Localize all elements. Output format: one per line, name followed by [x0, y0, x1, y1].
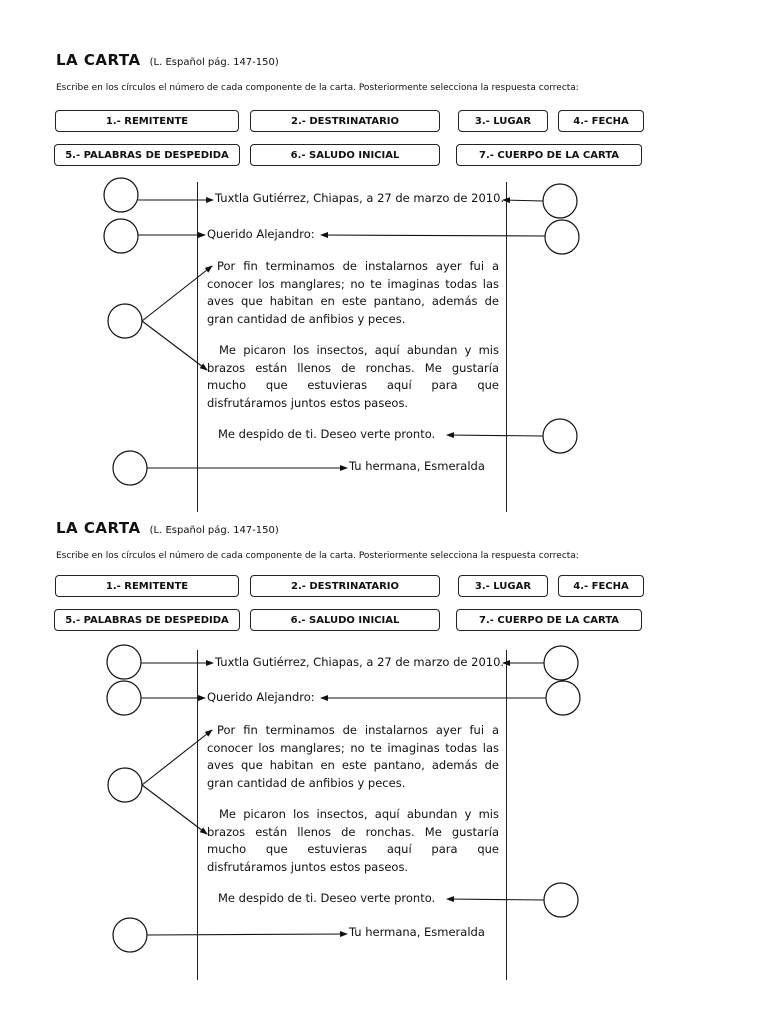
answer-circle-2[interactable]: [104, 219, 138, 253]
diagram-overlay: [0, 508, 768, 978]
label-saludo-inicial: 6.- SALUDO INICIAL: [250, 144, 440, 166]
answer-circle-1[interactable]: [107, 645, 141, 679]
arrow-line: [142, 266, 212, 321]
instructions: Escribe en los círculos el número de cada componente de la carta. Posteriormente selecciona la respuesta correcta:: [56, 83, 579, 93]
answer-circle-5[interactable]: [544, 646, 578, 680]
label-palabras-despedida: 5.- PALABRAS DE DESPEDIDA: [54, 609, 240, 631]
arrow-line: [142, 321, 207, 370]
letter-greeting: Querido Alejandro:: [207, 690, 315, 704]
answer-circle-3[interactable]: [108, 768, 142, 802]
label-saludo-inicial: 6.- SALUDO INICIAL: [250, 609, 440, 631]
letter-paragraph-2: Me picaron los insectos, aquí abundan y mis brazos están llenos de ronchas. Me gustaría mucho que estuvieras aquí para que disfrutáramos juntos estos paseos.: [207, 343, 499, 410]
letter-paragraph-2: Me picaron los insectos, aquí abundan y mis brazos están llenos de ronchas. Me gustaría mucho que estuvieras aquí para que disfrutáramos juntos estos paseos.: [207, 807, 499, 874]
answer-circle-2[interactable]: [107, 681, 141, 715]
title-subtitle: (L. Español pág. 147-150): [149, 57, 279, 68]
title-main: LA CARTA: [56, 519, 141, 537]
answer-circle-6[interactable]: [545, 220, 579, 254]
answer-circle-6[interactable]: [546, 681, 580, 715]
letter-paragraph-1: Por fin terminamos de instalarnos ayer fui a conocer los manglares; no te imaginas todas las aves que habitan en este pantano, además de gran cantidad de anfibios y peces.: [207, 723, 499, 790]
letter-signature: Tu hermana, Esmeralda: [349, 925, 485, 939]
diagram-overlay: [0, 40, 768, 510]
arrow-line: [142, 730, 212, 785]
arrow-line: [447, 435, 543, 436]
answer-circle-1[interactable]: [104, 178, 138, 212]
answer-circle-4[interactable]: [113, 451, 147, 485]
label-destinatario: 2.- DESTRINATARIO: [250, 575, 440, 597]
label-lugar: 3.- LUGAR: [458, 110, 548, 132]
letter-farewell: Me despido de ti. Deseo verte pronto.: [218, 891, 436, 905]
letter-farewell: Me despido de ti. Deseo verte pronto.: [218, 427, 436, 441]
answer-circle-7[interactable]: [544, 883, 578, 917]
label-fecha: 4.- FECHA: [558, 575, 644, 597]
letter-greeting: Querido Alejandro:: [207, 227, 315, 241]
worksheet-top: [0, 40, 768, 510]
label-fecha: 4.- FECHA: [558, 110, 644, 132]
arrow-line: [321, 235, 545, 236]
letter-place-date: Tuxtla Gutiérrez, Chiapas, a 27 de marzo de 2010.: [215, 191, 505, 205]
worksheet-bottom: [0, 508, 768, 978]
answer-circle-5[interactable]: [543, 184, 577, 218]
label-destinatario: 2.- DESTRINATARIO: [250, 110, 440, 132]
instructions: Escribe en los círculos el número de cada componente de la carta. Posteriormente selecciona la respuesta correcta:: [56, 551, 579, 561]
label-remitente: 1.- REMITENTE: [55, 575, 239, 597]
answer-circle-7[interactable]: [543, 419, 577, 453]
label-cuerpo-carta: 7.- CUERPO DE LA CARTA: [456, 144, 642, 166]
answer-circle-4[interactable]: [113, 918, 147, 952]
label-lugar: 3.- LUGAR: [458, 575, 548, 597]
arrow-line: [447, 899, 544, 900]
arrow-line: [147, 934, 347, 935]
title-main: LA CARTA: [56, 51, 141, 69]
arrow-line: [142, 785, 207, 834]
label-cuerpo-carta: 7.- CUERPO DE LA CARTA: [456, 609, 642, 631]
letter-place-date: Tuxtla Gutiérrez, Chiapas, a 27 de marzo de 2010.: [215, 655, 505, 669]
label-palabras-despedida: 5.- PALABRAS DE DESPEDIDA: [54, 144, 240, 166]
letter-paragraph-1: Por fin terminamos de instalarnos ayer fui a conocer los manglares; no te imaginas todas las aves que habitan en este pantano, además de gran cantidad de anfibios y peces.: [207, 259, 499, 326]
title-subtitle: (L. Español pág. 147-150): [149, 525, 279, 536]
letter-signature: Tu hermana, Esmeralda: [349, 459, 485, 473]
arrow-line: [503, 200, 543, 201]
answer-circle-3[interactable]: [108, 304, 142, 338]
label-remitente: 1.- REMITENTE: [55, 110, 239, 132]
